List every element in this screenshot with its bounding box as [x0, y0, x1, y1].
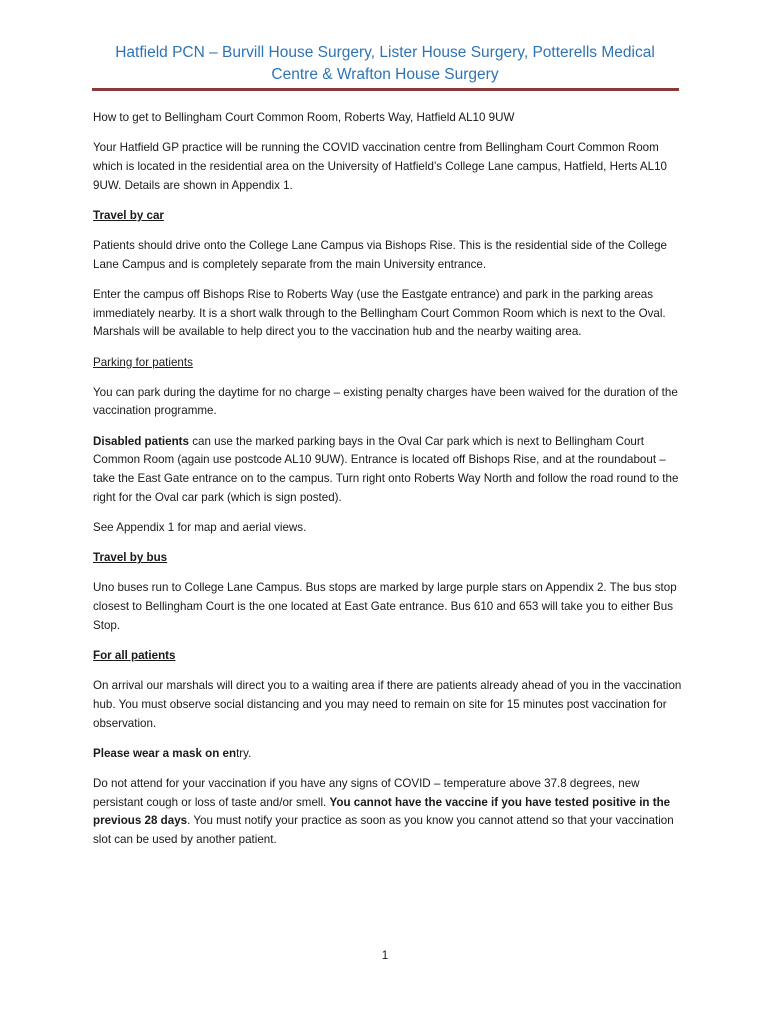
disabled-text: can use the marked parking bays in the Oval Car park which is next to Bellingham Court Common Room (again use postcode AL10 9UW). Entrance is located off Bishops Rise, and at the roundabout – take the East Gate entrance on to the campus. Turn right onto Roberts Way North and follow the road round to the right for the Oval car park (which is sign posted). — [93, 434, 679, 504]
header-title-line-1: Hatfield PCN – Burvill House Surgery, Lister House Surgery, Potterells Medical — [115, 44, 655, 61]
header-title-line-2: Centre & Wrafton House Surgery — [271, 66, 499, 83]
parking-paragraph: You can park during the daytime for no charge – existing penalty charges have been waived for the duration of the vaccination programme. — [93, 385, 678, 418]
mask-bold: Please wear a mask on en — [93, 746, 237, 760]
covid-text-1: Do not attend for your vaccination if you have any signs of COVID – temperature above 37.8 degrees, new persistant cough or loss of taste and/or smell. — [93, 776, 640, 809]
all-patients-heading: For all patients — [93, 648, 176, 662]
appendix-reference: See Appendix 1 for map and aerial views. — [93, 520, 307, 534]
covid-text-2: . You must notify your practice as soon as you know you cannot attend so that your vaccination slot can be used by another patient. — [93, 814, 674, 847]
document-body — [93, 109, 683, 861]
intro-heading: How to get to Bellingham Court Common Room, Roberts Way, Hatfield AL10 9UW — [93, 111, 515, 124]
car-paragraph-2: Enter the campus off Bishops Rise to Roberts Way (use the Eastgate entrance) and park in the parking areas immediately nearby. It is a short walk through to the Bellingham Court Common Room which is next to the Oval. Marshals will be available to help direct you to the vaccination hub and the nearby waiting area. — [93, 287, 666, 339]
covid-paragraph — [93, 775, 683, 850]
page-number: 1 — [381, 949, 389, 962]
all-patients-paragraph: On arrival our marshals will direct you to a waiting area if there are patients already ahead of you in the vaccination hub. You must observe social distancing and you may need to remain on site for 15 minutes post vaccination for observation. — [93, 679, 682, 730]
bus-paragraph: Uno buses run to College Lane Campus. Bus stops are marked by large purple stars on Appendix 2. The bus stop closest to Bellingham Court is the one located at East Gate entrance. Bus 610 and 653 will take you to either Bus Stop. — [93, 581, 677, 632]
travel-by-car-heading: Travel by car — [93, 208, 164, 222]
parking-heading: Parking for patients — [93, 355, 193, 369]
mask-rest: try. — [236, 746, 252, 760]
disabled-label: Disabled patients — [93, 434, 189, 448]
header-divider — [92, 88, 679, 91]
disabled-paragraph — [93, 433, 683, 508]
intro-paragraph: Your Hatfield GP practice will be running the COVID vaccination centre from Bellingham Court Common Room which is located in the residential area on the University of Hatfield’s College Lane campus, Hatfield, Herts AL10 9UW. Details are shown in Appendix 1. — [93, 141, 667, 192]
mask-notice — [93, 745, 683, 764]
car-paragraph-1: Patients should drive onto the College Lane Campus via Bishops Rise. This is the residential side of the College Lane Campus and is completely separate from the main University entrance. — [93, 239, 668, 271]
covid-bold-warning: You cannot have the vaccine if you have tested positive in the previous 28 days — [93, 795, 671, 828]
document-header — [92, 42, 678, 86]
travel-by-bus-heading: Travel by bus — [93, 551, 168, 565]
